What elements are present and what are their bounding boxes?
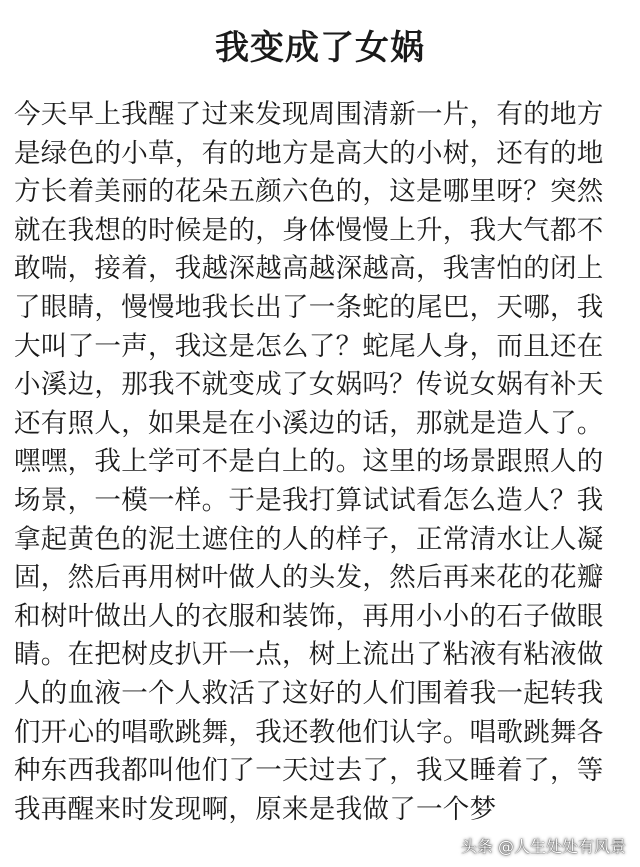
source-watermark: 头条 @人生处处有风景 xyxy=(460,837,626,856)
body-line: 场景，一模一样。于是我打算试试看怎么造人？我 xyxy=(14,484,604,516)
body-line: 是绿色的小草，有的地方是高大的小树，还有的地 xyxy=(14,137,604,169)
body-line: 和树叶做出人的衣服和装饰，再用小小的石子做眼 xyxy=(14,600,604,632)
article-title: 我变成了女娲 xyxy=(215,28,425,68)
body-line: 就在我想的时候是的，身体慢慢上升，我大气都不 xyxy=(14,214,604,246)
body-line: 我再醒来时发现啊，原来是我做了一个梦 xyxy=(14,793,497,825)
body-line: 固，然后再用树叶做人的头发，然后再来花的花瓣 xyxy=(14,562,604,594)
body-line: 睛。在把树皮扒开一点，树上流出了粘液有粘液做 xyxy=(14,639,604,671)
body-line: 了眼睛，慢慢地我长出了一条蛇的尾巴，天哪，我 xyxy=(14,291,604,323)
body-line: 敢喘，接着，我越深越高越深越高，我害怕的闭上 xyxy=(14,253,604,285)
body-line: 今天早上我醒了过来发现周围清新一片，有的地方 xyxy=(14,99,604,130)
body-line: 嘿嘿，我上学可不是白上的。这里的场景跟照人的 xyxy=(14,446,604,478)
body-line: 还有照人，如果是在小溪边的话，那就是造人了。 xyxy=(14,407,604,439)
body-line: 方长着美丽的花朵五颜六色的，这是哪里呀？突然 xyxy=(14,176,604,208)
body-line: 人的血液一个人救活了这好的人们围着我一起转我 xyxy=(14,677,604,709)
body-line: 们开心的唱歌跳舞，我还教他们认字。唱歌跳舞各 xyxy=(14,716,604,748)
body-line: 大叫了一声，我这是怎么了？蛇尾人身，而且还在 xyxy=(14,330,604,362)
body-line: 小溪边，那我不就变成了女娲吗？传说女娲有补天 xyxy=(14,369,604,401)
body-line: 种东西我都叫他们了一天过去了，我又睡着了，等 xyxy=(14,755,604,787)
body-line: 拿起黄色的泥土遮住的人的样子，正常清水让人凝 xyxy=(14,523,604,555)
article-body xyxy=(14,96,626,829)
